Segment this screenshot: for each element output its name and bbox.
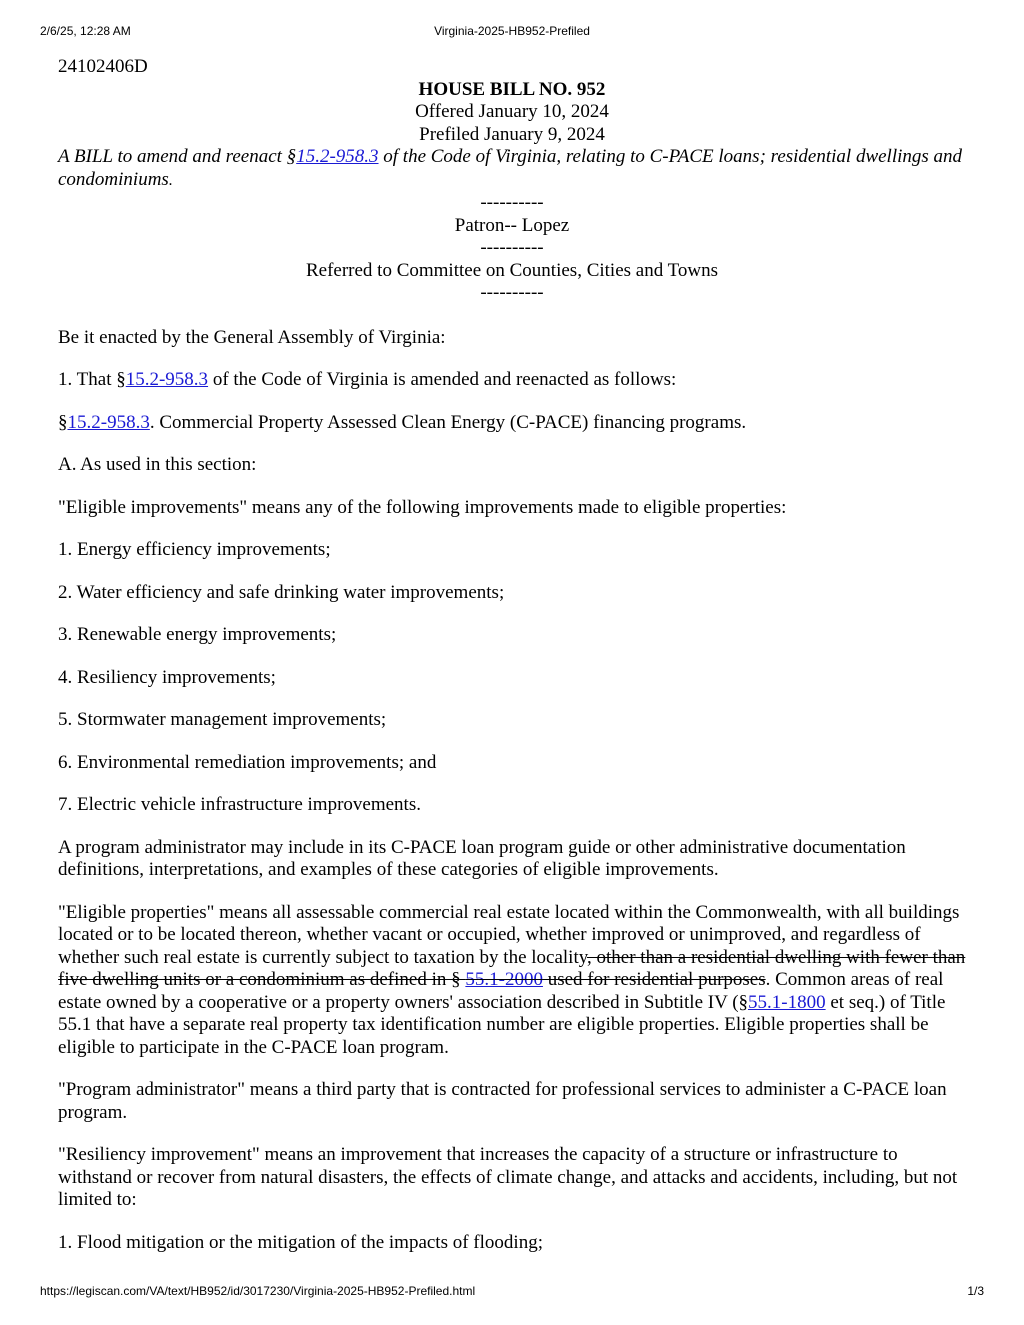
prefiled-date: Prefiled January 9, 2024 xyxy=(419,123,605,145)
resiliency-item: 1. Flood mitigation or the mitigation of the impacts of flooding; xyxy=(58,1231,543,1253)
separator: ---------- xyxy=(480,282,544,303)
code-section-link[interactable]: 15.2-958.3 xyxy=(67,411,150,433)
improvement-item: 1. Energy efficiency improvements; xyxy=(58,539,331,560)
section-heading xyxy=(58,412,966,435)
section1-before: 1. That § xyxy=(58,369,126,390)
print-url: https://legiscan.com/VA/text/HB952/id/3017230/Virginia-2025-HB952-Prefiled.html xyxy=(40,1284,476,1298)
program-administrator-paragraph: A program administrator may include in its C-PACE loan program guide or other administrative documentation definitions, interpretations, and examples of these categories of eligible improvements. xyxy=(58,836,906,880)
eligible-props-text-2: . Common areas of real estate owned by a cooperative or a property owners' association described in Subtitle IV (§ xyxy=(58,969,944,1013)
separator: ---------- xyxy=(480,192,544,213)
struck-text-2: used for residential purposes xyxy=(542,969,766,990)
bill-description xyxy=(58,146,966,192)
enacting-clause: Be it enacted by the General Assembly of Virginia: xyxy=(58,326,446,348)
bill-title: HOUSE BILL NO. 952 xyxy=(418,78,606,100)
separator: ---------- xyxy=(480,237,544,258)
page-number: 1/3 xyxy=(967,1284,984,1298)
heading-text: . Commercial Property Assessed Clean Energy (C-PACE) financing programs. xyxy=(149,411,747,433)
desc-text-end: . xyxy=(168,171,173,189)
improvement-item: 3. Renewable energy improvements; xyxy=(58,624,337,645)
print-header xyxy=(40,24,984,42)
struck-text-1: , other than a residential dwelling with fewer than five dwelling units or a condominium as defined in § xyxy=(58,946,966,990)
struck-code-link[interactable]: 55.1-2000 xyxy=(465,969,543,990)
code-section-link[interactable]: 15.2-958.3 xyxy=(296,146,379,167)
eligible-properties-definition xyxy=(58,902,966,1060)
bill-document xyxy=(58,56,966,1254)
code-section-link[interactable]: 15.2-958.3 xyxy=(125,369,209,390)
section-amend-line xyxy=(58,369,966,392)
improvement-item: 2. Water efficiency and safe drinking water improvements; xyxy=(58,581,505,603)
desc-text-after: of the Code of Virginia, relating to C-PACE loans; residential dwellings and condominiums xyxy=(58,146,963,190)
eligible-improvements-definition: "Eligible improvements" means any of the following improvements made to eligible properties: xyxy=(58,496,787,518)
offered-date: Offered January 10, 2024 xyxy=(415,101,609,122)
improvement-item: 7. Electric vehicle infrastructure improvements. xyxy=(58,794,421,815)
eligible-props-text-1: "Eligible properties" means all assessable commercial real estate located within the Commonwealth, with all buildings located or to be located thereon, whether vacant or occupied, whether improved or unimproved, and regardless of whether such real estate is currently subject to taxation by the locality xyxy=(58,901,960,968)
print-datetime: 2/6/25, 12:28 AM xyxy=(40,24,131,38)
code-section-link[interactable]: 55.1-1800 xyxy=(748,991,826,1013)
patron: Patron-- Lopez xyxy=(454,214,570,236)
committee-referral: Referred to Committee on Counties, Cities and Towns xyxy=(305,259,719,281)
subsection-a: A. As used in this section: xyxy=(58,454,257,475)
improvement-item: 4. Resiliency improvements; xyxy=(58,666,276,688)
section1-after: of the Code of Virginia is amended and reenacted as follows: xyxy=(208,369,677,390)
desc-text-before: A BILL to amend and reenact § xyxy=(58,146,297,167)
program-administrator-definition: "Program administrator" means a third party that is contracted for professional services to administer a C-PACE loan program. xyxy=(58,1079,947,1123)
resiliency-improvement-definition: "Resiliency improvement" means an improvement that increases the capacity of a structure or infrastructure to withstand or recover from natural disasters, the effects of climate change, and attacks and accidents, including, but not limited to: xyxy=(58,1144,958,1210)
improvement-item: 6. Environmental remediation improvements; and xyxy=(58,751,437,773)
improvement-item: 5. Stormwater management improvements; xyxy=(58,709,387,730)
bill-code: 24102406D xyxy=(58,56,148,77)
eligible-props-text-3: et seq.) of Title 55.1 that have a separate real property tax identification number are eligible properties. Eligible properties shall be eligible to participate in the C-PACE loan program. xyxy=(58,991,946,1058)
heading-prefix: § xyxy=(58,411,68,433)
print-title: Virginia-2025-HB952-Prefiled xyxy=(434,24,590,38)
print-footer xyxy=(40,1284,984,1302)
